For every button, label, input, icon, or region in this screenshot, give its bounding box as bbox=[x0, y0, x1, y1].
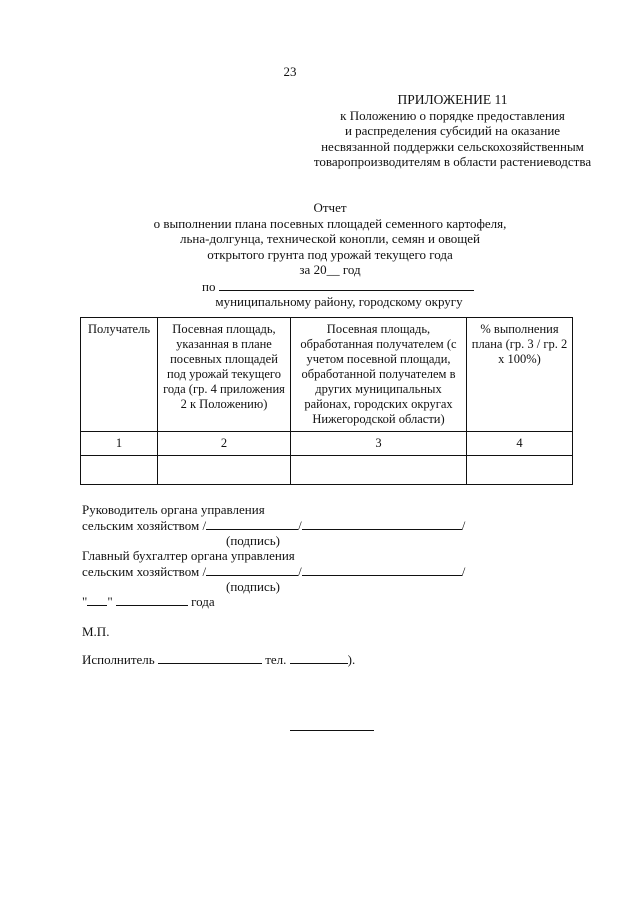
table-cell[interactable] bbox=[81, 456, 158, 485]
date-quote-close: " bbox=[107, 594, 113, 609]
slash: / bbox=[298, 564, 302, 579]
table-cell[interactable] bbox=[158, 456, 291, 485]
report-line: о выполнении плана посевных площадей семенного картофеля, bbox=[153, 215, 507, 231]
appendix-title: ПРИЛОЖЕНИЕ 11 bbox=[397, 92, 508, 107]
head-name-blank[interactable] bbox=[302, 518, 462, 530]
header-recipient: Получатель bbox=[81, 318, 158, 432]
column-number: 2 bbox=[158, 432, 291, 456]
slash: / bbox=[461, 564, 466, 579]
table-header-row bbox=[81, 318, 573, 432]
appendix-line: несвязанной поддержки сельскохозяйственным bbox=[321, 138, 584, 154]
report-year: за 20__ год bbox=[299, 262, 361, 277]
district-line bbox=[202, 279, 474, 295]
phone-close: ). bbox=[347, 652, 356, 667]
head-signature-blank[interactable] bbox=[206, 518, 298, 530]
date-line bbox=[82, 594, 215, 610]
appendix-line: и распределения субсидий на оказание bbox=[344, 123, 561, 138]
date-suffix: года bbox=[191, 594, 215, 609]
column-number: 1 bbox=[81, 432, 158, 456]
accountant-name-blank[interactable] bbox=[302, 564, 462, 576]
head-org-label: сельским хозяйством / bbox=[82, 518, 207, 533]
page-number: 23 bbox=[283, 64, 297, 79]
report-line: льна-долгунца, технической конопли, семян и овощей bbox=[180, 231, 480, 246]
head-title: Руководитель органа управления bbox=[82, 502, 265, 517]
date-day-blank[interactable] bbox=[87, 594, 107, 606]
phone-label: тел. bbox=[265, 652, 287, 667]
executor-line bbox=[82, 652, 355, 668]
stamp-label: М.П. bbox=[82, 624, 110, 639]
slash: / bbox=[298, 518, 302, 533]
accountant-title: Главный бухгалтер органа управления bbox=[82, 548, 295, 563]
phone-blank[interactable] bbox=[290, 652, 348, 664]
executor-label: Исполнитель bbox=[82, 652, 155, 667]
appendix-line: товаропроизводителям в области растениеводства bbox=[313, 154, 592, 169]
district-blank[interactable] bbox=[219, 280, 474, 291]
table-cell[interactable] bbox=[291, 456, 467, 485]
table-row bbox=[81, 456, 573, 485]
footer-rule bbox=[290, 730, 374, 731]
date-quote-open: " bbox=[82, 594, 88, 609]
header-planned-area: Посевная площадь, указанная в плане посевных площадей под урожай текущего года (гр. 4 приложения 2 к Положению) bbox=[158, 318, 291, 432]
accountant-signature-blank[interactable] bbox=[206, 564, 298, 576]
district-caption: муниципальному району, городскому округу bbox=[215, 294, 463, 309]
accountant-signature-caption: (подпись) bbox=[226, 579, 280, 594]
table-cell[interactable] bbox=[467, 456, 573, 485]
header-processed-area: Посевная площадь, обработанная получателем (с учетом посевной площади, обработанной получателем в других муниципальных районах, городских округах Нижегородской области) bbox=[291, 318, 467, 432]
report-heading bbox=[110, 200, 550, 278]
head-signature-line bbox=[82, 518, 465, 534]
date-month-blank[interactable] bbox=[116, 594, 188, 606]
column-number: 4 bbox=[467, 432, 573, 456]
table-number-row bbox=[81, 432, 573, 456]
report-line: открытого грунта под урожай текущего года bbox=[207, 246, 453, 262]
appendix-heading bbox=[300, 92, 605, 170]
report-title: Отчет bbox=[313, 200, 347, 215]
report-table bbox=[80, 317, 573, 485]
accountant-signature-line bbox=[82, 564, 465, 580]
column-number: 3 bbox=[291, 432, 467, 456]
executor-name-blank[interactable] bbox=[158, 652, 262, 664]
accountant-org-label: сельским хозяйством / bbox=[82, 564, 207, 579]
appendix-line: к Положению о порядке предоставления bbox=[340, 107, 565, 123]
slash: / bbox=[461, 518, 466, 533]
header-plan-percent: % выполнения плана (гр. 3 / гр. 2 х 100%) bbox=[467, 318, 573, 432]
district-label: по bbox=[202, 279, 216, 294]
head-signature-caption: (подпись) bbox=[226, 533, 280, 548]
